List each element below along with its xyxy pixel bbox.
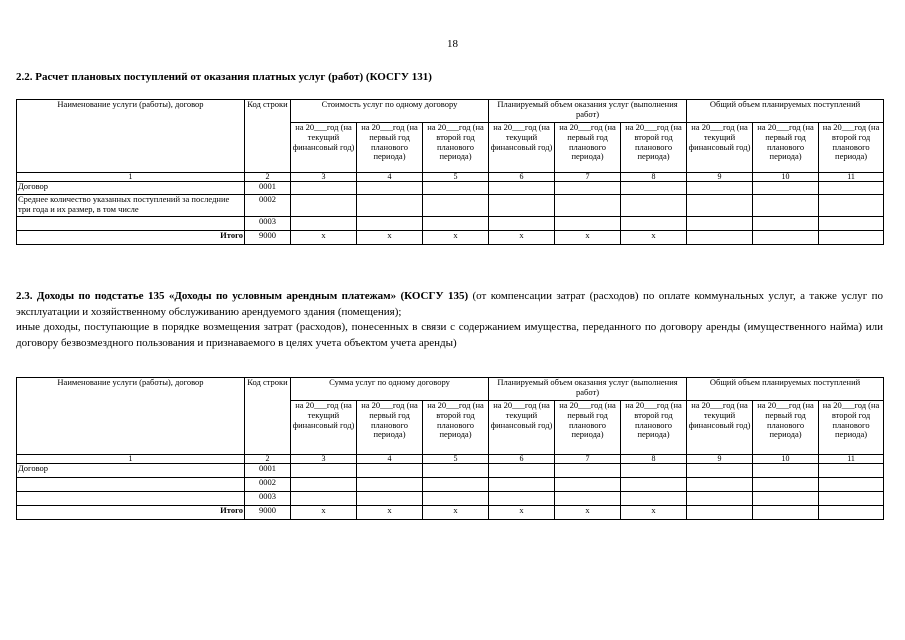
cell [489, 217, 555, 231]
cell [819, 506, 884, 520]
column-number: 7 [555, 173, 621, 182]
cell [489, 182, 555, 195]
section-2-3-title-rest: (от компенсации затрат (расходов) по оплате коммунальных услуг, а также услуг по эксплуатации и хозяйственному обслуживанию арендуемого здания (помещения); [16, 290, 883, 318]
column-number: 1 [17, 173, 245, 182]
header-sub: на 20___год (на второй год планового периода) [423, 401, 489, 455]
total-mark: x [291, 506, 357, 520]
row-name: Договор [17, 182, 245, 195]
cell [687, 231, 753, 245]
cell [753, 464, 819, 478]
table-row [17, 217, 884, 231]
column-number: 11 [819, 173, 884, 182]
cell [357, 492, 423, 506]
header-sub: на 20___год (на первый год планового периода) [555, 123, 621, 173]
cell [687, 492, 753, 506]
header-group-volume: Планируемый объем оказания услуг (выполнения работ) [489, 100, 687, 123]
cell [291, 492, 357, 506]
header-name: Наименование услуги (работы), договор [17, 100, 245, 173]
cell [753, 492, 819, 506]
cell [555, 195, 621, 217]
cell [357, 195, 423, 217]
header-code: Код строки [245, 378, 291, 455]
cell [753, 506, 819, 520]
total-code: 9000 [245, 231, 291, 245]
cell [555, 217, 621, 231]
cell [819, 478, 884, 492]
payment-services-table [16, 99, 884, 245]
total-mark: x [555, 231, 621, 245]
column-number: 9 [687, 455, 753, 464]
cell [423, 464, 489, 478]
total-mark: x [291, 231, 357, 245]
cell [291, 464, 357, 478]
header-sub: на 20___год (на второй год планового периода) [819, 401, 884, 455]
column-number: 7 [555, 455, 621, 464]
cell [555, 464, 621, 478]
total-mark: x [489, 231, 555, 245]
cell [423, 478, 489, 492]
row-name: Среднее количество указанных поступлений за последние три года и их размер, в том числе [17, 195, 245, 217]
row-code: 0003 [245, 217, 291, 231]
header-sub: на 20___год (на первый год планового периода) [753, 123, 819, 173]
cell [753, 231, 819, 245]
cell [423, 492, 489, 506]
total-row [17, 506, 884, 520]
total-row [17, 231, 884, 245]
cell [687, 195, 753, 217]
cell [687, 478, 753, 492]
column-number: 9 [687, 173, 753, 182]
column-number: 4 [357, 455, 423, 464]
header-code: Код строки [245, 100, 291, 173]
cell [357, 182, 423, 195]
header-group-total: Общий объем планируемых поступлений [687, 378, 884, 401]
row-code: 0003 [245, 492, 291, 506]
cell [423, 182, 489, 195]
cell [357, 217, 423, 231]
row-code: 0002 [245, 195, 291, 217]
cell [753, 217, 819, 231]
row-name [17, 217, 245, 231]
header-sub: на 20___год (на второй год планового периода) [819, 123, 884, 173]
column-number: 5 [423, 173, 489, 182]
table-row [17, 182, 884, 195]
header-sub: на 20___год (на второй год планового периода) [621, 401, 687, 455]
total-mark: x [621, 231, 687, 245]
cell [819, 195, 884, 217]
cell [621, 217, 687, 231]
table-row [17, 195, 884, 217]
header-sub: на 20___год (на второй год планового периода) [423, 123, 489, 173]
cell [291, 182, 357, 195]
row-name [17, 478, 245, 492]
cell [291, 478, 357, 492]
section-2-2-title: 2.2. Расчет плановых поступлений от оказания платных услуг (работ) (КОСГУ 131) [16, 71, 432, 83]
column-number: 8 [621, 173, 687, 182]
column-number: 6 [489, 455, 555, 464]
cell [423, 217, 489, 231]
header-name: Наименование услуги (работы), договор [17, 378, 245, 455]
total-label: Итого [17, 506, 245, 520]
column-number: 10 [753, 173, 819, 182]
total-mark: x [357, 231, 423, 245]
cell [687, 182, 753, 195]
header-group-cost: Стоимость услуг по одному договору [291, 100, 489, 123]
cell [621, 182, 687, 195]
column-number: 8 [621, 455, 687, 464]
row-name [17, 492, 245, 506]
cell [489, 492, 555, 506]
cell [819, 217, 884, 231]
column-number: 3 [291, 173, 357, 182]
column-number: 2 [245, 173, 291, 182]
header-sub: на 20___год (на текущий финансовый год) [687, 123, 753, 173]
cell [687, 464, 753, 478]
page-number: 18 [447, 38, 458, 50]
header-sub: на 20___год (на текущий финансовый год) [489, 401, 555, 455]
column-number: 11 [819, 455, 884, 464]
cell [621, 478, 687, 492]
total-mark: x [555, 506, 621, 520]
header-sub: на 20___год (на текущий финансовый год) [291, 123, 357, 173]
section-2-3-paragraph [16, 289, 883, 320]
cell [819, 464, 884, 478]
header-sub: на 20___год (на текущий финансовый год) [291, 401, 357, 455]
row-code: 0001 [245, 464, 291, 478]
row-code: 0001 [245, 182, 291, 195]
cell [621, 195, 687, 217]
total-mark: x [357, 506, 423, 520]
header-sub: на 20___год (на первый год планового периода) [357, 123, 423, 173]
total-mark: x [423, 231, 489, 245]
total-mark: x [489, 506, 555, 520]
table-row [17, 464, 884, 478]
header-sub: на 20___год (на текущий финансовый год) [687, 401, 753, 455]
header-group-sum: Сумма услуг по одному договору [291, 378, 489, 401]
cell [753, 478, 819, 492]
table-row [17, 492, 884, 506]
table-row [17, 478, 884, 492]
cell [423, 195, 489, 217]
total-label: Итого [17, 231, 245, 245]
header-sub: на 20___год (на первый год планового периода) [357, 401, 423, 455]
column-number: 1 [17, 455, 245, 464]
cell [819, 182, 884, 195]
cell [489, 195, 555, 217]
column-number: 3 [291, 455, 357, 464]
cell [357, 464, 423, 478]
cell [621, 464, 687, 478]
cell [357, 478, 423, 492]
cell [555, 492, 621, 506]
column-number: 6 [489, 173, 555, 182]
cell [555, 478, 621, 492]
column-number: 4 [357, 173, 423, 182]
total-mark: x [423, 506, 489, 520]
header-group-total: Общий объем планируемых поступлений [687, 100, 884, 123]
cell [753, 182, 819, 195]
total-mark: x [621, 506, 687, 520]
header-group-volume: Планируемый объем оказания услуг (выполнения работ) [489, 378, 687, 401]
column-number: 5 [423, 455, 489, 464]
section-2-3-title: 2.3. Доходы по подстатье 135 «Доходы по условным арендным платежам» (КОСГУ 135) [16, 290, 469, 302]
rent-income-table [16, 377, 884, 520]
column-number: 10 [753, 455, 819, 464]
cell [291, 217, 357, 231]
column-number: 2 [245, 455, 291, 464]
header-sub: на 20___год (на текущий финансовый год) [489, 123, 555, 173]
cell [819, 231, 884, 245]
cell [621, 492, 687, 506]
row-code: 0002 [245, 478, 291, 492]
header-sub: на 20___год (на первый год планового периода) [555, 401, 621, 455]
cell [555, 182, 621, 195]
cell [819, 492, 884, 506]
cell [489, 478, 555, 492]
cell [753, 195, 819, 217]
cell [489, 464, 555, 478]
total-code: 9000 [245, 506, 291, 520]
header-sub: на 20___год (на второй год планового периода) [621, 123, 687, 173]
cell [687, 506, 753, 520]
row-name: Договор [17, 464, 245, 478]
header-sub: на 20___год (на первый год планового периода) [753, 401, 819, 455]
cell [687, 217, 753, 231]
section-2-3-paragraph-2: иные доходы, поступающие в порядке возмещения затрат (расходов), понесенных в связи с содержанием имущества, переданного по договору аренды (имущественного найма) или договору безвозмездного пользования и признаваемого в целях учета объектом учета аренды) [16, 321, 883, 349]
cell [291, 195, 357, 217]
